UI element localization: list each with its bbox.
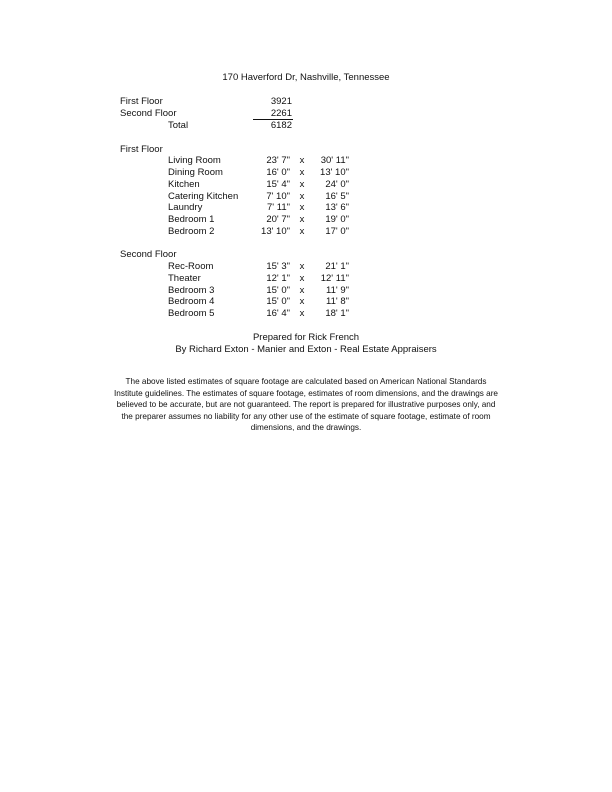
room-dim-1: 16' 0" xyxy=(266,167,290,178)
summary-value-second-floor: 2261 xyxy=(270,108,292,119)
room-dim-1: 23' 7" xyxy=(266,155,290,166)
room-dim-2: 12' 11" xyxy=(320,273,349,284)
room-dim-2: 24' 0" xyxy=(325,179,349,190)
room-dim-1: 12' 1" xyxy=(266,273,290,284)
room-dim-2: 11' 9" xyxy=(326,285,349,296)
room-dim-2: 13' 6" xyxy=(325,202,349,213)
summary-label-first-floor: First Floor xyxy=(120,96,163,107)
disclaimer-paragraph: The above listed estimates of square footage are calculated based on American National Standards Institute guidelines. The estimates of square footage, estimates of room dimensions, and the drawings are believed to be accurate, but are not guaranteed. The report is prepared for illustrative purposes only, and the preparer assumes no liability for any other use of the estimate of square footage, estimate of room dimensions, and the drawings. xyxy=(114,377,498,432)
room-dim-2: 30' 11" xyxy=(320,155,349,166)
room-dim-1: 13' 10" xyxy=(261,226,290,237)
room-dim-separator: x xyxy=(299,214,305,225)
room-dim-separator: x xyxy=(299,191,305,202)
summary-label-second-floor: Second Floor xyxy=(120,108,177,119)
room-dim-1: 7' 11" xyxy=(267,202,290,213)
room-dim-separator: x xyxy=(299,167,305,178)
room-dim-1: 20' 7" xyxy=(266,214,290,225)
room-dim-separator: x xyxy=(299,285,305,296)
summary-value-first-floor: 3921 xyxy=(270,96,292,107)
room-dim-separator: x xyxy=(299,179,305,190)
prepared-for: Prepared for Rick French xyxy=(252,332,360,343)
room-name: Dining Room xyxy=(168,167,223,178)
room-name: Laundry xyxy=(168,202,203,213)
address-heading: 170 Haverford Dr, Nashville, Tennessee xyxy=(222,72,390,83)
room-dim-2: 19' 0" xyxy=(325,214,349,225)
room-dim-2: 11' 8" xyxy=(326,296,349,307)
room-dim-2: 18' 1" xyxy=(325,308,349,319)
room-name: Kitchen xyxy=(168,179,200,190)
prepared-by: By Richard Exton - Manier and Exton - Real Estate Appraisers xyxy=(175,344,437,355)
room-dim-separator: x xyxy=(299,296,305,307)
room-dim-separator: x xyxy=(299,308,305,319)
room-dim-separator: x xyxy=(299,273,305,284)
room-name: Bedroom 4 xyxy=(168,296,215,307)
room-name: Rec-Room xyxy=(168,261,214,272)
room-dim-1: 15' 0" xyxy=(266,296,290,307)
room-dim-1: 15' 3" xyxy=(266,261,290,272)
section-title-second-floor: Second Floor xyxy=(120,249,177,260)
room-dim-1: 15' 0" xyxy=(266,285,290,296)
room-dim-2: 16' 5" xyxy=(325,191,349,202)
summary-total-label: Total xyxy=(168,120,189,131)
room-name: Bedroom 5 xyxy=(168,308,215,319)
room-name: Bedroom 3 xyxy=(168,285,215,296)
section-title-first-floor: First Floor xyxy=(120,144,163,155)
room-dim-separator: x xyxy=(299,226,305,237)
room-name: Living Room xyxy=(168,155,221,166)
room-dim-separator: x xyxy=(299,202,305,213)
room-name: Catering Kitchen xyxy=(168,191,239,202)
room-dim-1: 15' 4" xyxy=(266,179,290,190)
room-dim-separator: x xyxy=(299,261,305,272)
room-name: Theater xyxy=(168,273,201,284)
room-dim-2: 17' 0" xyxy=(325,226,349,237)
room-name: Bedroom 2 xyxy=(168,226,215,237)
room-name: Bedroom 1 xyxy=(168,214,215,225)
room-dim-2: 21' 1" xyxy=(325,261,349,272)
summary-total-value: 6182 xyxy=(270,120,292,131)
room-dim-1: 16' 4" xyxy=(266,308,290,319)
room-dim-separator: x xyxy=(299,155,305,166)
room-dim-2: 13' 10" xyxy=(320,167,349,178)
room-dim-1: 7' 10" xyxy=(266,191,290,202)
